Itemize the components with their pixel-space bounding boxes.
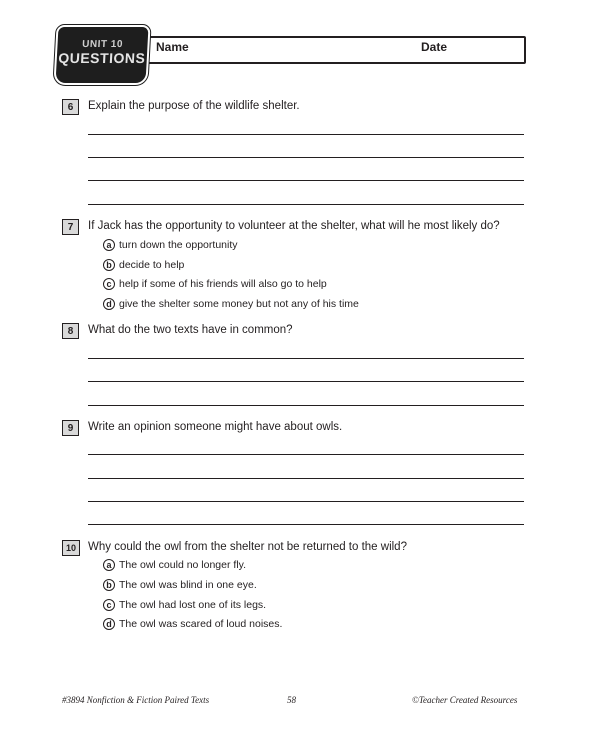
answer-choice[interactable] (103, 239, 238, 251)
answer-line[interactable] (88, 358, 524, 359)
question-text: Why could the owl from the shelter not be returned to the wild? (88, 541, 407, 553)
question-number: 9 (62, 420, 79, 436)
answer-choice[interactable] (103, 559, 246, 571)
choice-letter-bubble[interactable]: d (103, 298, 115, 310)
question-number: 7 (62, 219, 79, 235)
choice-letter-bubble[interactable]: b (103, 259, 115, 271)
answer-line[interactable] (88, 134, 524, 135)
choice-text: help if some of his friends will also go to help (119, 278, 327, 290)
choice-letter-bubble[interactable]: d (103, 618, 115, 630)
choice-text: The owl was blind in one eye. (119, 579, 257, 591)
date-label: Date (421, 40, 448, 54)
answer-line[interactable] (88, 524, 524, 525)
question-number: 8 (62, 323, 79, 339)
choice-text: The owl could no longer fly. (119, 559, 247, 571)
answer-choice[interactable] (103, 618, 282, 630)
footer-book-title: #3894 Nonfiction & Fiction Paired Texts (62, 695, 210, 705)
footer-publisher: ©Teacher Created Resources (412, 695, 518, 705)
unit-badge (56, 27, 149, 83)
unit-section: QUESTIONS (57, 50, 146, 66)
question-text: If Jack has the opportunity to volunteer at the shelter, what will he most likely do? (88, 220, 500, 232)
answer-choice[interactable] (103, 579, 257, 591)
choice-text: give the shelter some money but not any of his time (119, 298, 359, 310)
question-text: Explain the purpose of the wildlife shelter. (88, 100, 300, 112)
question-number: 6 (62, 99, 79, 115)
choice-letter-bubble[interactable]: b (103, 579, 115, 591)
answer-choice[interactable] (103, 298, 359, 310)
answer-choice[interactable] (103, 259, 184, 271)
answer-line[interactable] (88, 180, 524, 181)
choice-text: The owl had lost one of its legs. (119, 599, 267, 611)
answer-line[interactable] (88, 381, 524, 382)
answer-line[interactable] (88, 405, 524, 406)
answer-choice[interactable] (103, 599, 266, 611)
choice-text: turn down the opportunity (119, 239, 238, 251)
choice-letter-bubble[interactable]: a (103, 559, 115, 571)
question-text: What do the two texts have in common? (88, 324, 293, 336)
question-number: 10 (62, 540, 80, 556)
answer-line[interactable] (88, 157, 524, 158)
choice-text: The owl was scared of loud noises. (119, 618, 283, 630)
answer-choice[interactable] (103, 278, 327, 290)
answer-line[interactable] (88, 501, 524, 502)
answer-line[interactable] (88, 454, 524, 455)
choice-letter-bubble[interactable]: c (103, 599, 115, 611)
answer-line[interactable] (88, 204, 524, 205)
choice-letter-bubble[interactable]: c (103, 278, 115, 290)
unit-number: UNIT 10 (81, 39, 124, 50)
name-label: Name (156, 40, 189, 54)
choice-text: decide to help (119, 259, 185, 271)
question-text: Write an opinion someone might have about owls. (88, 421, 343, 433)
choice-letter-bubble[interactable]: a (103, 239, 115, 251)
answer-line[interactable] (88, 478, 524, 479)
footer-page-number: 58 (287, 695, 296, 705)
